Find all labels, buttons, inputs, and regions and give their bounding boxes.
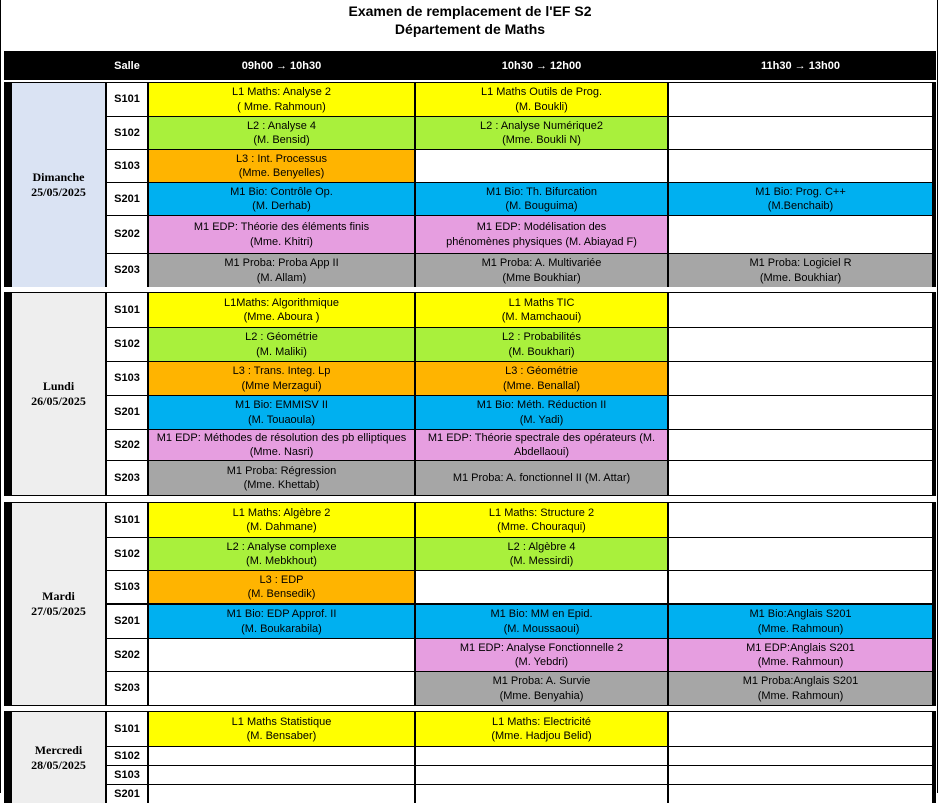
room-cell <box>107 328 147 361</box>
exam-subject: L2 : Analyse 4 <box>246 119 317 132</box>
empty-cell <box>669 328 932 361</box>
exam-examiner: (Mme. Nasri) <box>249 446 314 458</box>
exam-subject: M1 Bio: Prog. C++ <box>755 185 846 198</box>
exam-examiner: phénomènes physiques (M. Abiayad F) <box>446 235 637 248</box>
exam-title: Examen de remplacement de l'EF S2 <box>348 3 592 19</box>
room-cell <box>107 293 147 327</box>
room-label: S102 <box>114 338 140 351</box>
exam-examiner: (Mme Boukhiar) <box>502 271 581 284</box>
day-name: Dimanche <box>32 170 85 184</box>
exam-examiner: (M. Bensid) <box>253 134 310 146</box>
empty-cell <box>416 571 667 603</box>
exam-examiner: (Mme. Benallal) <box>502 379 581 392</box>
exam-cell <box>669 183 932 215</box>
exam-cell <box>149 83 414 116</box>
exam-subject: M1 Proba: Proba App II <box>224 257 339 269</box>
exam-subject: L1 Maths Outils de Prog. <box>480 86 603 98</box>
exam-cell <box>416 503 667 537</box>
empty-cell <box>669 83 932 116</box>
exam-subject: L1 Maths Statistique <box>231 715 332 728</box>
exam-cell <box>149 328 414 361</box>
day-date: 26/05/2025 <box>31 394 86 408</box>
room-label: S203 <box>114 264 140 277</box>
empty-cell <box>669 785 932 803</box>
exam-cell <box>416 672 667 705</box>
exam-cell <box>149 430 414 460</box>
room-cell <box>107 117 147 149</box>
room-label: S103 <box>114 768 140 781</box>
day-cell <box>12 503 105 705</box>
header-slot-1 <box>149 55 414 77</box>
room-cell <box>107 430 147 460</box>
exam-subject: M1 Bio: EMMISV II <box>235 399 328 411</box>
room-label: S203 <box>114 682 140 695</box>
room-label: S203 <box>114 471 140 484</box>
room-cell <box>107 672 147 705</box>
room-cell <box>107 503 147 537</box>
header-salle-label: Salle <box>114 59 140 72</box>
exam-examiner: (Mme. Boukhiar) <box>759 271 842 284</box>
exam-cell <box>416 396 667 429</box>
exam-cell <box>416 216 667 253</box>
empty-cell <box>149 672 414 705</box>
room-cell <box>107 150 147 182</box>
room-label: S201 <box>114 787 140 800</box>
day-date: 27/05/2025 <box>31 604 86 618</box>
exam-cell <box>149 396 414 429</box>
room-label: S202 <box>114 228 140 241</box>
exam-subject: M1 EDP:Anglais S201 <box>746 641 855 654</box>
empty-cell <box>149 639 414 671</box>
exam-subject: L3 : EDP <box>259 573 304 586</box>
day-name: Mardi <box>42 589 75 603</box>
exam-cell <box>669 605 932 638</box>
empty-cell <box>416 150 667 182</box>
exam-cell <box>149 117 414 149</box>
empty-cell <box>669 538 932 570</box>
exam-subject: M1 Bio:Anglais S201 <box>749 608 852 620</box>
exam-cell <box>149 254 414 287</box>
room-label: S103 <box>114 580 140 593</box>
room-cell <box>107 747 147 765</box>
header-salle <box>107 55 147 77</box>
exam-subject: L1 Maths: Analyse 2 <box>231 86 332 98</box>
exam-cell <box>669 639 932 671</box>
exam-examiner: ( Mme. Rahmoun) <box>237 100 326 113</box>
empty-cell <box>149 766 414 784</box>
exam-cell <box>416 538 667 570</box>
room-label: S103 <box>114 159 140 172</box>
exam-cell <box>149 461 414 495</box>
exam-examiner: (M. Yebdri) <box>514 656 569 668</box>
empty-cell <box>669 216 932 253</box>
exam-examiner: (M. Mebkhout) <box>246 555 317 567</box>
exam-examiner: (M. Allam) <box>256 271 307 284</box>
room-cell <box>107 538 147 570</box>
exam-subject: M1 Proba: Logiciel R <box>749 257 852 269</box>
exam-examiner: (Mme. Khettab) <box>243 479 320 491</box>
room-label: S103 <box>114 372 140 385</box>
exam-examiner: (Mme. Benyahia) <box>499 689 584 702</box>
exam-cell <box>149 216 414 253</box>
exam-subject: L3 : Géométrie <box>505 365 578 377</box>
exam-subject: M1 Bio: Contrôle Op. <box>230 185 333 198</box>
room-cell <box>107 712 147 746</box>
exam-subject: M1 Proba: A. Survie <box>492 675 591 687</box>
room-cell <box>107 461 147 495</box>
exam-examiner: (M. Dahmane) <box>246 521 317 533</box>
exam-cell <box>416 117 667 149</box>
exam-cell <box>416 712 667 746</box>
exam-subject: M1 EDP: Théorie spectrale des opérateurs (M. <box>427 431 656 444</box>
exam-subject: L2 : Algèbre 4 <box>507 540 576 553</box>
room-cell <box>107 83 147 116</box>
room-cell <box>107 183 147 215</box>
exam-examiner: (Mme. Khitri) <box>250 235 313 248</box>
exam-subject: L3 : Int. Processus <box>235 152 328 165</box>
exam-subject: M1 EDP: Théorie des éléments finis <box>193 221 370 233</box>
exam-cell <box>149 150 414 182</box>
room-label: S101 <box>114 303 140 316</box>
exam-subject: L1 Maths: Structure 2 <box>488 506 595 519</box>
empty-cell <box>669 571 932 603</box>
exam-cell <box>149 571 414 603</box>
header-slot-label: 11h30 → 13h00 <box>761 59 840 72</box>
room-label: S101 <box>114 93 140 106</box>
exam-subject: M1 Proba:Anglais S201 <box>742 675 859 687</box>
exam-subject: L2 : Analyse Numérique2 <box>480 119 603 132</box>
empty-cell <box>416 785 667 803</box>
exam-subject: L2 : Probabilités <box>502 331 581 343</box>
exam-cell <box>416 254 667 287</box>
exam-cell <box>416 183 667 215</box>
exam-subject: L3 : Trans. Integ. Lp <box>232 365 331 377</box>
empty-cell <box>416 747 667 765</box>
exam-cell <box>149 293 414 327</box>
exam-examiner: (Mme. Benyelles) <box>238 167 325 179</box>
exam-cell <box>416 362 667 395</box>
exam-subject: L1 Maths: Electricité <box>491 715 592 728</box>
empty-cell <box>149 747 414 765</box>
room-cell <box>107 571 147 603</box>
exam-examiner: (M. Boukarabila) <box>241 622 322 635</box>
exam-subject: M1 Proba: A. fonctionnel II (M. Attar) <box>452 471 631 484</box>
empty-cell <box>669 396 932 429</box>
room-cell <box>107 362 147 395</box>
exam-examiner: (Mme. Chouraqui) <box>497 521 586 533</box>
room-cell <box>107 639 147 671</box>
room-cell <box>107 254 147 287</box>
exam-subject: L1 Maths: Algèbre 2 <box>232 506 331 519</box>
exam-cell <box>149 538 414 570</box>
exam-subject: M1 Bio: Th. Bifurcation <box>485 185 598 198</box>
exam-subject: L2 : Géométrie <box>245 331 318 343</box>
room-label: S201 <box>114 192 140 205</box>
day-name: Lundi <box>42 379 75 393</box>
room-label: S202 <box>114 648 140 661</box>
exam-examiner: (M. Boukli) <box>515 100 568 113</box>
room-label: S102 <box>114 126 140 139</box>
exam-cell <box>416 83 667 116</box>
exam-subject: L1Maths: Algorithmique <box>224 296 339 309</box>
exam-cell <box>416 293 667 327</box>
empty-cell <box>669 430 932 460</box>
exam-examiner: (M. Mamchaoui) <box>501 311 582 323</box>
header-slot-label: 09h00 → 10h30 <box>241 59 322 72</box>
day-cell <box>12 83 105 287</box>
exam-cell <box>149 712 414 746</box>
exam-cell <box>416 328 667 361</box>
empty-cell <box>669 503 932 537</box>
empty-cell <box>669 461 932 495</box>
exam-examiner: (Mme. Aboura ) <box>243 311 320 323</box>
room-label: S101 <box>114 513 140 526</box>
header-slot-2 <box>416 55 667 77</box>
exam-subject: L1 Maths TIC <box>508 296 575 309</box>
exam-examiner: (M. Derhab) <box>252 200 311 212</box>
exam-examiner: (M.Benchaib) <box>767 200 834 212</box>
exam-examiner: (M. Bouguima) <box>505 200 578 212</box>
empty-cell <box>669 293 932 327</box>
exam-cell <box>149 605 414 638</box>
exam-cell <box>669 672 932 705</box>
exam-examiner: (Mme. Boukli N) <box>502 134 581 146</box>
exam-cell <box>149 503 414 537</box>
room-cell <box>107 396 147 429</box>
exam-cell <box>149 362 414 395</box>
exam-subject: M1 Bio: MM en Epid. <box>490 608 593 620</box>
exam-examiner: (Mme. Rahmoun) <box>757 656 844 668</box>
exam-examiner: (Mme. Rahmoun) <box>757 622 844 635</box>
exam-examiner: (M. Messirdi) <box>509 555 574 567</box>
empty-cell <box>669 362 932 395</box>
exam-examiner: (M. Moussaoui) <box>503 622 580 635</box>
header-slot-label: 10h30 → 12h00 <box>501 59 582 72</box>
exam-cell <box>416 461 667 495</box>
day-date: 25/05/2025 <box>31 185 86 199</box>
department-name: Département de Maths <box>394 21 546 37</box>
exam-examiner: (Mme. Hadjou Belid) <box>491 730 592 742</box>
exam-examiner: (M. Yadi) <box>519 413 564 426</box>
empty-cell <box>669 117 932 149</box>
exam-examiner: (Mme Merzagui) <box>241 379 322 392</box>
exam-cell <box>669 254 932 287</box>
exam-subject: M1 EDP: Modélisation des <box>476 221 607 233</box>
room-cell <box>107 605 147 638</box>
exam-examiner: Abdellaoui) <box>513 446 570 458</box>
room-label: S201 <box>114 406 140 419</box>
exam-cell <box>416 605 667 638</box>
exam-cell <box>416 430 667 460</box>
day-date: 28/05/2025 <box>31 757 86 772</box>
day-name: Mercredi <box>34 742 83 757</box>
room-cell <box>107 766 147 784</box>
exam-examiner: (M. Boukhari) <box>508 345 575 358</box>
day-cell <box>12 293 105 495</box>
empty-cell <box>669 150 932 182</box>
exam-cell <box>149 183 414 215</box>
room-label: S201 <box>114 615 140 628</box>
empty-cell <box>669 712 932 746</box>
empty-cell <box>149 785 414 803</box>
exam-examiner: (M. Bensedik) <box>247 588 316 600</box>
room-label: S102 <box>114 749 140 762</box>
empty-cell <box>416 766 667 784</box>
exam-subject: M1 Bio: EDP Approf. II <box>226 608 337 620</box>
empty-cell <box>669 747 932 765</box>
exam-examiner: (M. Bensaber) <box>246 730 317 742</box>
exam-examiner: (Mme. Rahmoun) <box>757 689 844 702</box>
room-label: S202 <box>114 438 140 451</box>
exam-subject: M1 Proba: A. Multivariée <box>481 257 602 269</box>
room-label: S101 <box>114 722 140 735</box>
exam-subject: M1 Proba: Régression <box>226 464 337 477</box>
empty-cell <box>669 766 932 784</box>
exam-subject: L2 : Analyse complexe <box>226 540 337 553</box>
room-cell <box>107 216 147 253</box>
exam-cell <box>416 639 667 671</box>
header-slot-3 <box>669 55 932 77</box>
exam-subject: M1 Bio: Méth. Réduction II <box>476 399 607 411</box>
exam-subject: M1 EDP: Analyse Fonctionnelle 2 <box>459 641 624 654</box>
exam-examiner: (M. Touaoula) <box>247 413 316 426</box>
day-cell <box>12 712 105 803</box>
room-cell <box>107 785 147 803</box>
exam-subject: M1 EDP: Méthodes de résolution des pb elliptiques <box>156 431 407 444</box>
room-label: S102 <box>114 547 140 560</box>
exam-examiner: (M. Maliki) <box>256 345 307 358</box>
